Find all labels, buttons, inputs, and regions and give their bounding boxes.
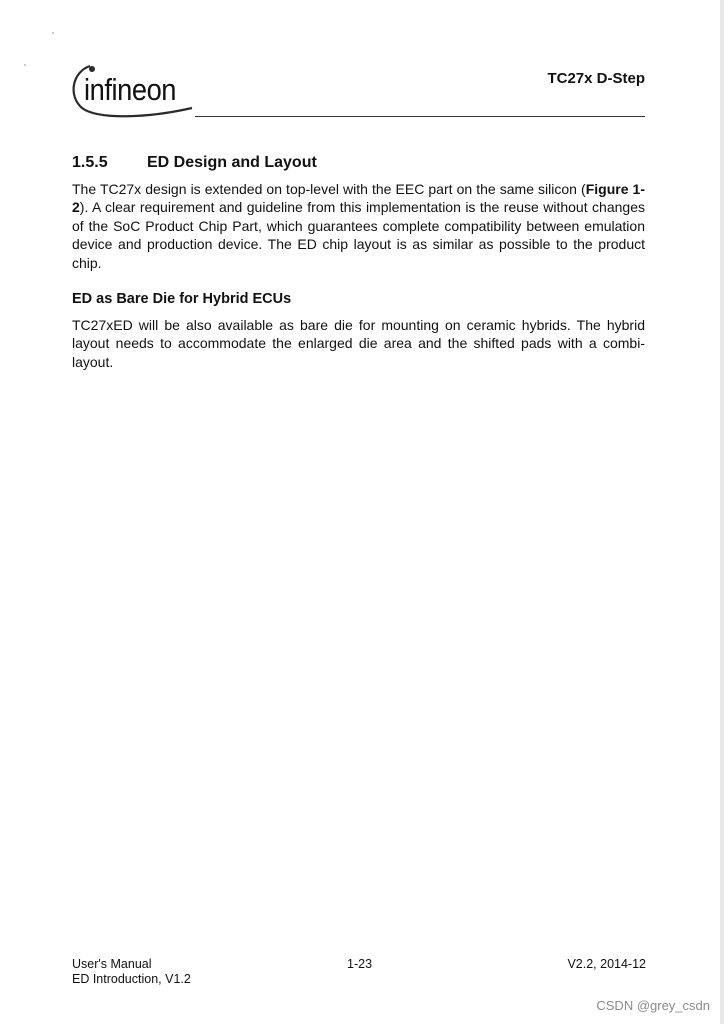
paragraph-text-post: ). A clear requirement and guideline from this implementation is the reuse without changes of the SoC Product Chip Part, which guarantees complete compatibility between emulation device and production device. The ED chip layout is as similar as possible to the product chip. <box>72 199 645 271</box>
product-title: TC27x D-Step <box>547 70 645 87</box>
section-paragraph <box>72 180 645 272</box>
scan-edge <box>720 0 724 1024</box>
scan-speck <box>52 32 54 34</box>
subsection-paragraph: TC27xED will be also available as bare die for mounting on ceramic hybrids. The hybrid layout needs to accommodate the enlarged die area and the shifted pads with a combi-layout. <box>72 317 645 370</box>
figure-reference-link[interactable]: Figure 1-2 <box>72 181 645 216</box>
infineon-logo <box>68 60 196 120</box>
section-heading <box>72 154 317 172</box>
section-number: 1.5.5 <box>72 154 108 171</box>
logo-text: infineon <box>84 72 177 107</box>
page-number: 1-23 <box>347 957 373 971</box>
subsection-heading: ED as Bare Die for Hybrid ECUs <box>72 291 292 307</box>
footer-doc: ED Introduction, V1.2 <box>72 972 191 986</box>
footer-left <box>72 957 191 987</box>
section-title: ED Design and Layout <box>147 154 317 171</box>
paragraph-text-pre: The TC27x design is extended on top-level with the EEC part on the same silicon ( <box>72 181 586 197</box>
header-divider <box>195 116 645 117</box>
footer-version: V2.2, 2014-12 <box>567 957 646 971</box>
footer-manual: User's Manual <box>72 957 152 971</box>
watermark: CSDN @grey_csdn <box>596 998 710 1013</box>
scan-speck <box>24 64 26 66</box>
